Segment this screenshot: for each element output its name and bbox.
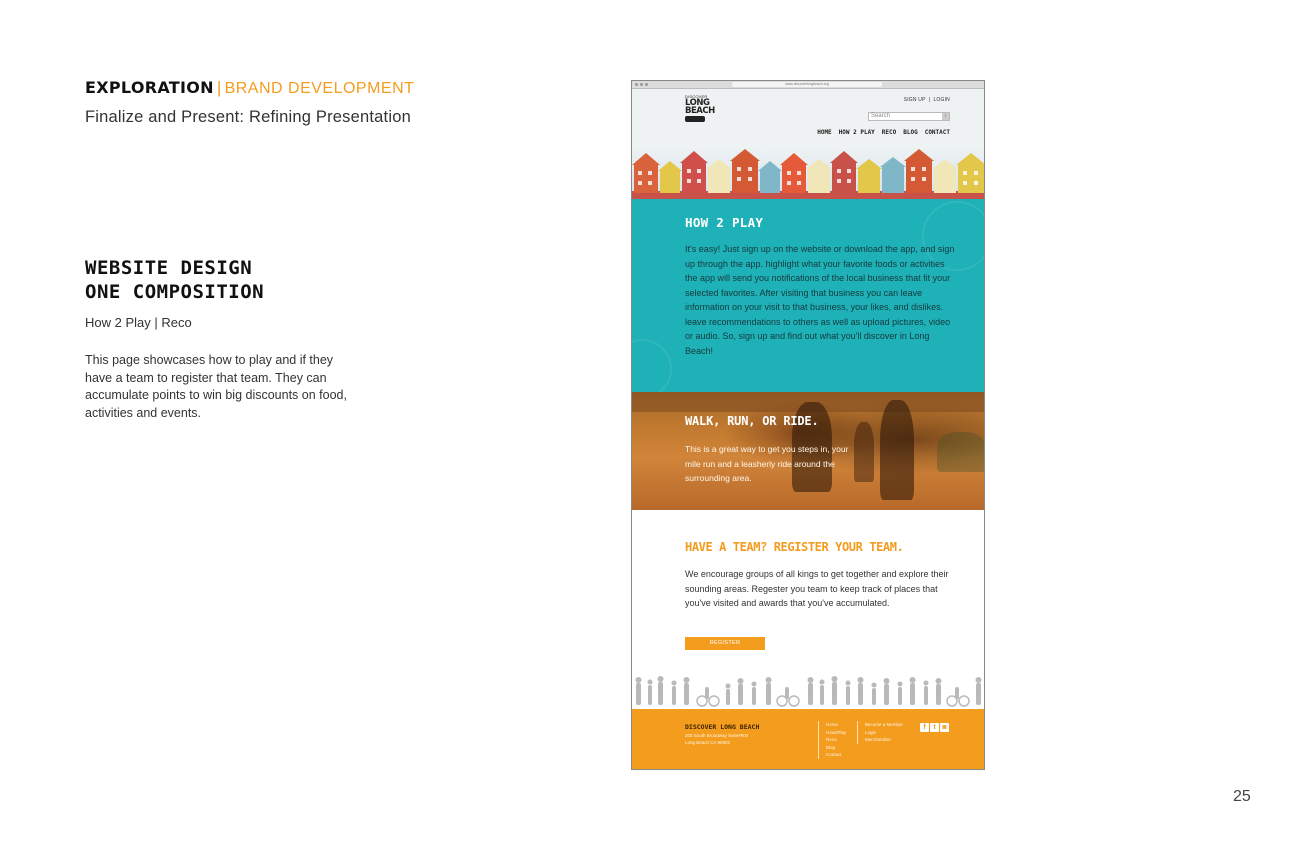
page-subtitle: Finalize and Present: Refining Presentation (85, 108, 411, 126)
how2play-section (632, 199, 984, 392)
walk-heading: WALK, RUN, OR RIDE. (685, 414, 819, 428)
section-title (85, 256, 264, 304)
header-title-bold: EXPLORATION (85, 78, 214, 97)
walk-body: This is a great way to get you steps in, your mile run and a leasherly ride around the surrounding area. (685, 444, 849, 483)
silhouettes-art (632, 673, 985, 709)
team-body: We encourage groups of all kings to get together and explore their sounding areas. Regester you team to keep track of places that you've visited and awards that you've accumulated. (685, 569, 949, 608)
nav-reco[interactable]: RECO (881, 129, 897, 136)
website-mockup (631, 80, 985, 770)
footer-link-home[interactable]: Home (826, 722, 839, 727)
signup-link[interactable]: SIGN UP (903, 97, 926, 103)
page-header (85, 78, 414, 98)
header-separator: | (216, 78, 222, 97)
how2play-heading: HOW 2 PLAY (685, 215, 764, 230)
footer-address-line2: Long Beach CA 90802 (685, 739, 731, 745)
site-logo (685, 94, 715, 142)
register-button[interactable]: REGISTER (685, 637, 765, 650)
section-body: This page showcases how to play and if they have a team to register that team. They can accumulate points to win big discounts on food, activities and events. (85, 353, 347, 420)
nav-home[interactable]: HOME (817, 129, 832, 136)
footer-link-reco[interactable]: Reco (826, 737, 837, 742)
houses-illustration (632, 147, 984, 199)
section-title-line2: ONE COMPOSITION (85, 281, 265, 303)
site-header (632, 89, 984, 147)
logo-line1: LONG (685, 98, 710, 108)
footer-link-login[interactable]: Login (865, 729, 877, 735)
logo-line2: BEACH (685, 106, 715, 116)
how2play-body: It's easy! Just sign up on the website or download the app, and sign up through the app. highlight what your favorite foods or activities the app will send you notifications of the local business that fit your selected favorites. After visiting that business you can leave information on your visit to that business, your likes, and dislikes. leave recommendations to others as well as upload pictures, video or audio. So, sign up and find out what you'll discover in Long Beach! (685, 244, 955, 356)
browser-chrome (632, 81, 984, 89)
team-heading: HAVE A TEAM? REGISTER YOUR TEAM. (685, 540, 904, 554)
footer-brand: DISCOVER LONG BEACH (685, 723, 760, 731)
logo-small-text: DISCOVER (685, 94, 708, 99)
footer-address-line1: 200 South Broadway Suite#800 (685, 733, 749, 738)
people-silhouettes (632, 673, 984, 709)
house-row (632, 149, 985, 199)
header-title-light: BRAND DEVELOPMENT (224, 80, 415, 97)
browser-url-bar: www.discoverlongbeach.org (732, 82, 882, 87)
social-links (920, 723, 949, 732)
section-subtitle: How 2 Play | Reco (85, 315, 192, 330)
walk-run-ride-section (632, 392, 984, 510)
footer-link-member[interactable]: Become a Member (865, 722, 904, 727)
main-nav (817, 129, 950, 136)
facebook-icon[interactable]: f (920, 723, 929, 732)
footer-address (685, 733, 748, 746)
footer-links-account (857, 721, 903, 744)
footer-link-merch[interactable]: Merchandise (865, 737, 891, 742)
logo-skyline-icon (685, 116, 705, 122)
search-placeholder: Search (871, 113, 891, 119)
auth-links: SIGN UP | LOGIN (903, 97, 950, 103)
page-number: 25 (1233, 788, 1251, 805)
login-link[interactable]: LOGIN (933, 97, 950, 103)
nav-blog[interactable]: BLOG (903, 129, 918, 136)
register-team-section (632, 510, 984, 673)
site-footer (632, 709, 984, 769)
nav-how2play[interactable]: HOW 2 PLAY (838, 129, 875, 136)
footer-links-main (818, 721, 846, 759)
footer-link-how2play[interactable]: How2Play (826, 729, 847, 735)
section-title-line1: WEBSITE DESIGN (85, 257, 253, 279)
twitter-icon[interactable]: t (930, 723, 939, 732)
search-button[interactable]: › (942, 113, 949, 120)
nav-contact[interactable]: CONTACT (924, 129, 950, 136)
window-controls (635, 83, 648, 86)
footer-link-contact[interactable]: Contact (826, 752, 842, 757)
footer-link-blog[interactable]: Blog (826, 744, 836, 750)
houses-art (632, 147, 985, 199)
search-input[interactable] (868, 112, 950, 121)
instagram-icon[interactable]: ◙ (940, 723, 949, 732)
